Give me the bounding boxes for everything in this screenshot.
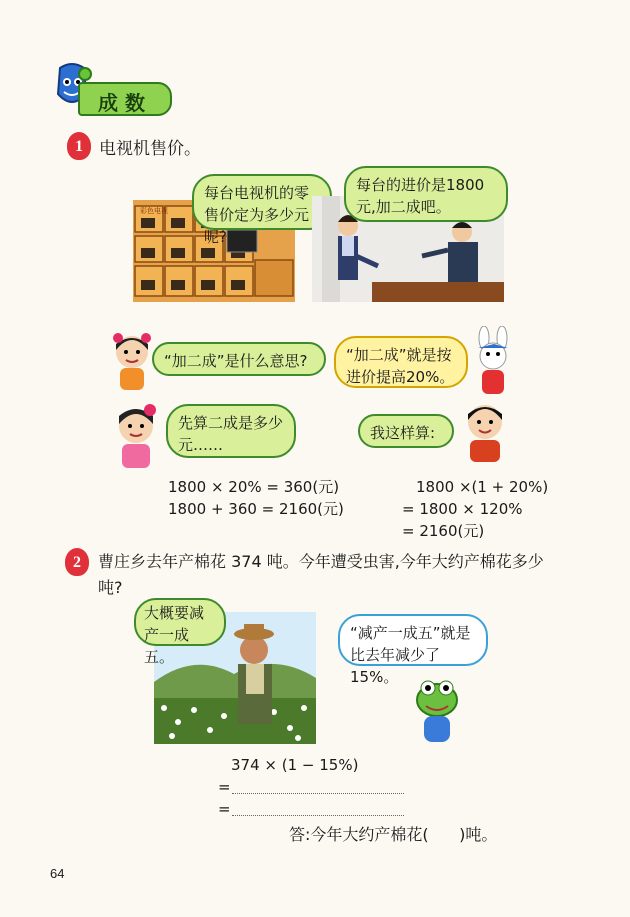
problem-number-1: 1 — [67, 132, 91, 160]
bubble-rabbit-explain — [334, 336, 468, 388]
girl-avatar-1 — [108, 330, 156, 392]
answer-blank-line-2 — [232, 814, 404, 816]
method2-line-1: 1800 ×(1 + 20%) — [416, 478, 549, 496]
bubble-girl-method — [166, 404, 296, 458]
calc-line: 374 × (1 − 15%) — [231, 756, 359, 774]
rabbit-avatar — [470, 326, 516, 396]
method1-line-2: 1800 + 360 = 2160(元) — [168, 500, 344, 518]
girl-method-text: 先算二成是多少元…… — [178, 414, 284, 454]
calc-equals-1: = — [218, 778, 231, 796]
boy-method-text: 我这样算: — [370, 424, 436, 442]
method2-line-3: = 2160(元) — [402, 522, 485, 540]
bubble-girl-question — [152, 342, 326, 376]
answer-sentence: 答:今年大约产棉花( )吨。 — [289, 825, 498, 844]
problem-1-title: 电视机售价。 — [99, 139, 201, 159]
problem-number-2: 2 — [65, 548, 89, 576]
bubble-question-text: 每台电视机的零售价定为多少元呢? — [204, 184, 310, 246]
girl-avatar-2 — [110, 402, 162, 470]
header-bar — [78, 82, 172, 116]
rabbit-explain-text: “加二成”就是按进价提高20%。 — [346, 346, 455, 386]
tv-box-label: 彩色电视 — [140, 207, 168, 215]
bubble-question — [192, 174, 332, 246]
bubble-farmer — [134, 598, 226, 666]
frog-bubble-text: “减产一成五”就是比去年减少了15%。 — [350, 624, 471, 686]
calc-equals-2: = — [218, 800, 231, 818]
page-title: 成 数 — [98, 91, 145, 115]
bubble-frog — [338, 614, 488, 686]
answer-blank-line-1 — [232, 792, 404, 794]
method1-line-1: 1800 × 20% = 360(元) — [168, 478, 340, 496]
problem-2-text: 曹庄乡去年产棉花 374 吨。今年遭受虫害,今年大约产棉花多少吨? — [98, 552, 544, 597]
bubble-answer-text: 每台的进价是1800元,加二成吧。 — [356, 176, 485, 216]
frog-avatar — [412, 674, 462, 744]
bubble-boy-method — [358, 414, 454, 448]
farmer-bubble-text: 大概要减产一成五。 — [144, 604, 205, 666]
boy-avatar — [460, 398, 510, 464]
bubble-answer — [344, 166, 508, 222]
page-number: 64 — [50, 866, 65, 881]
girl-question-text: “加二成”是什么意思? — [164, 352, 308, 370]
method2-line-2: = 1800 × 120% — [402, 500, 523, 518]
